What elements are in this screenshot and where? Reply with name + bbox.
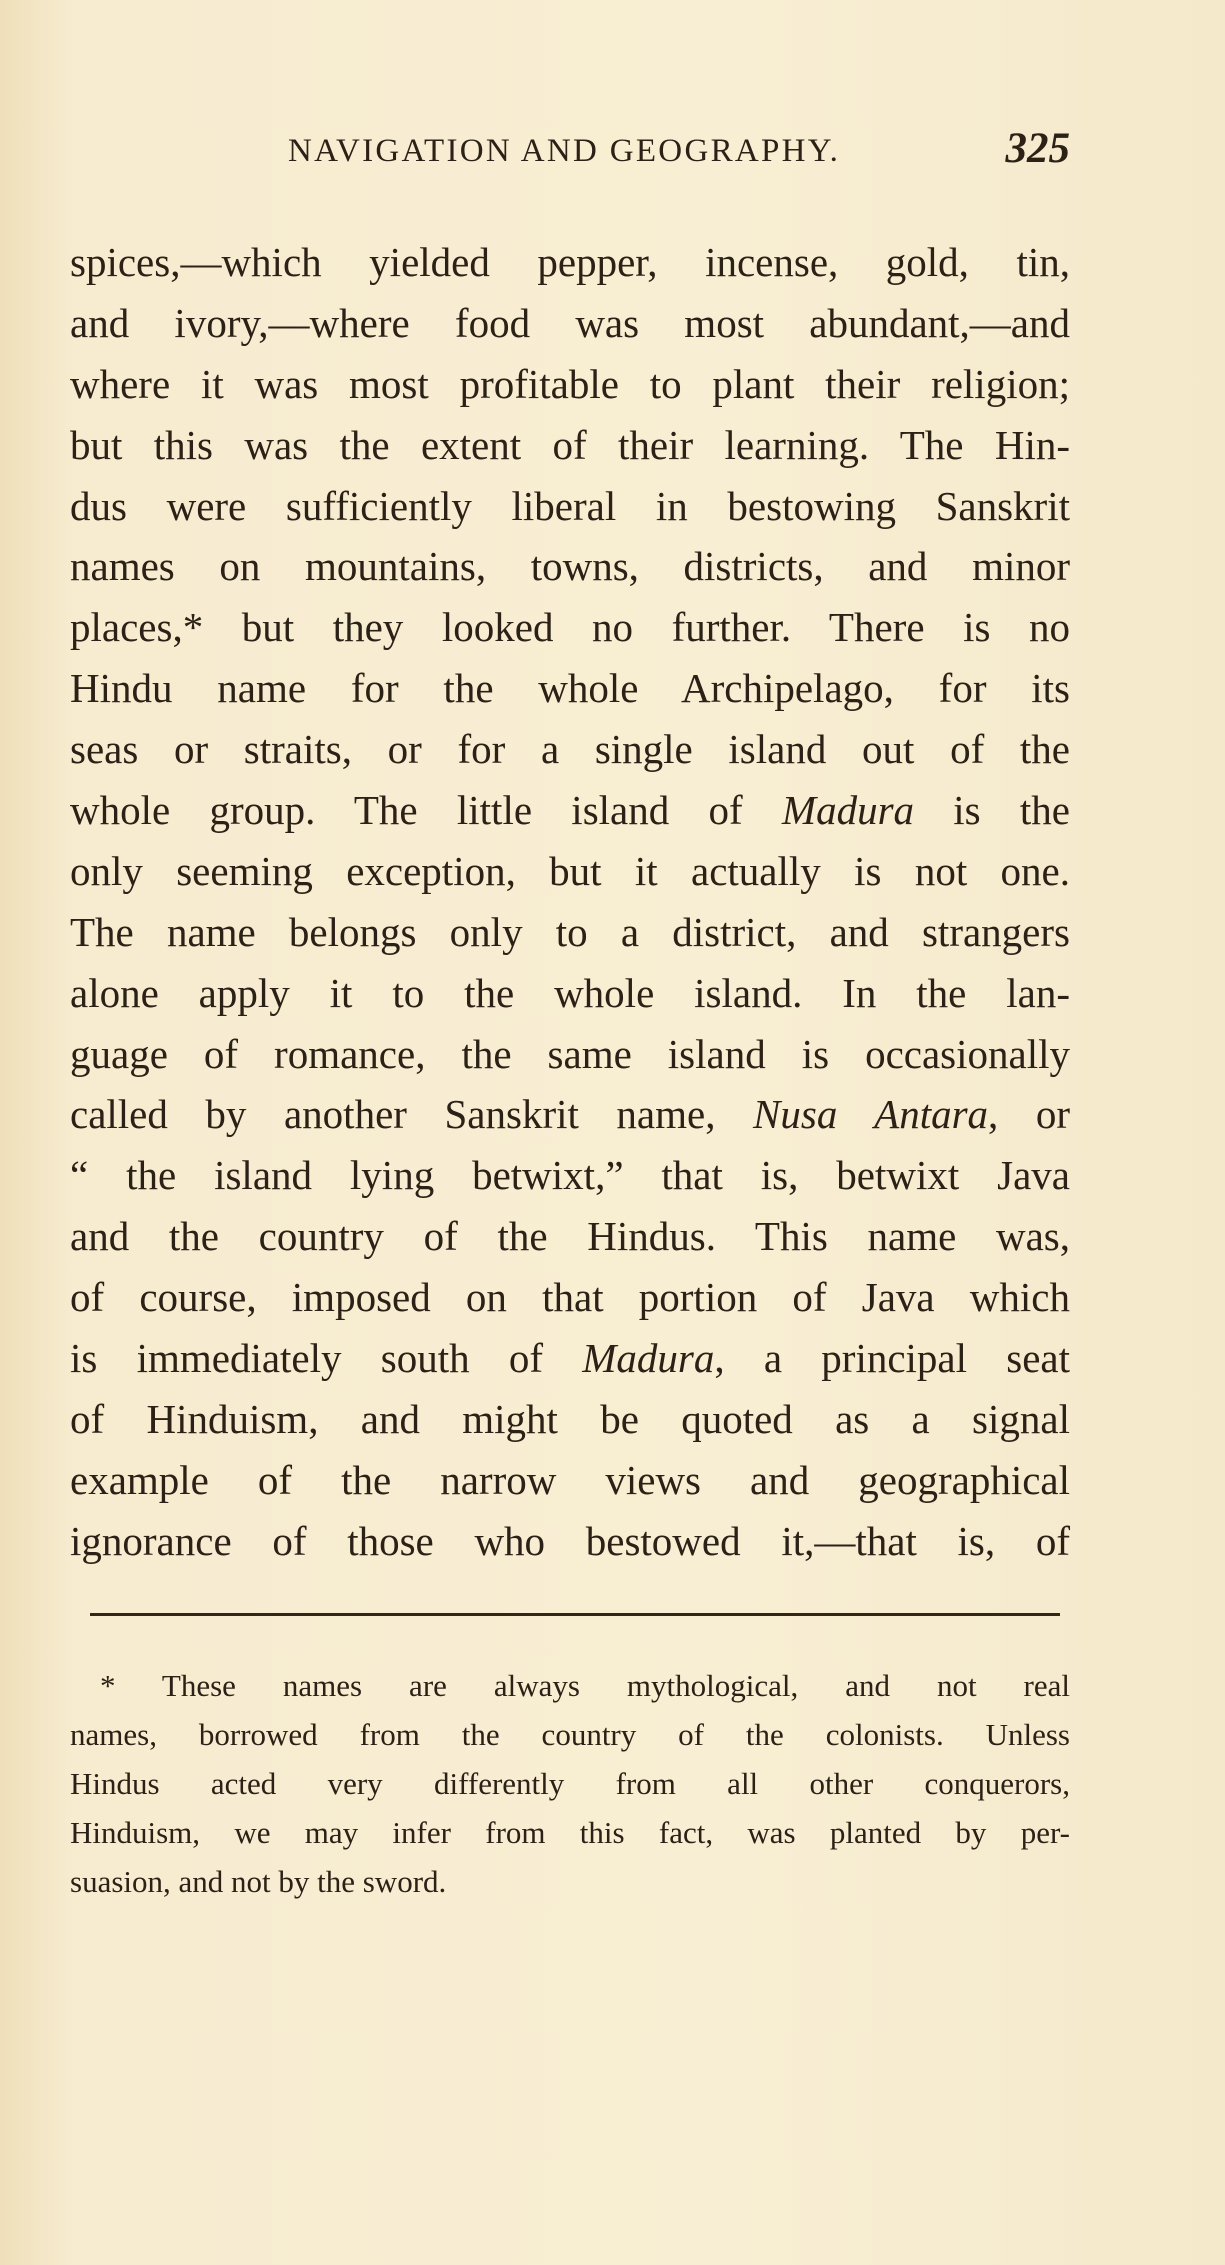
footnote-divider [90,1613,1060,1616]
body-text [70,232,1070,1572]
footnote-line: Hinduism, we may infer from this fact, was planted by per- [70,1815,1070,1850]
body-line: is immediately south of Madura, a principal seat [70,1335,1070,1382]
body-line: example of the narrow views and geographical [70,1456,1070,1503]
page-number: 325 [1005,125,1070,172]
body-line: Hindu name for the whole Archipelago, for its [70,665,1070,712]
body-line: whole group. The little island of Madura is the [70,787,1070,834]
body-line: but this was the extent of their learning. The Hin- [70,421,1070,468]
body-line: guage of romance, the same island is occasionally [70,1030,1070,1077]
body-line: The name belongs only to a district, and strangers [70,908,1070,955]
body-line: “ the island lying betwixt,” that is, betwixt Java [70,1152,1070,1199]
body-line: alone apply it to the whole island. In the lan- [70,969,1070,1016]
footnote-line: suasion, and not by the sword. [70,1864,447,1899]
footnotes [70,1661,1070,1906]
body-line: of course, imposed on that portion of Java which [70,1274,1070,1321]
body-line: names on mountains, towns, districts, and minor [70,543,1070,590]
running-header [70,125,1070,182]
body-line: of Hinduism, and might be quoted as a signal [70,1395,1070,1442]
running-title: NAVIGATION AND GEOGRAPHY. [288,133,841,169]
body-line: called by another Sanskrit name, Nusa Antara, or [70,1091,1071,1138]
footnote-line: names, borrowed from the country of the colonists. Unless [70,1717,1070,1752]
body-line: dus were sufficiently liberal in bestowing Sanskrit [70,482,1070,529]
body-line: places,* but they looked no further. There is no [70,604,1070,651]
footnote-line: * These names are always mythological, and not real [100,1668,1070,1703]
body-line: seas or straits, or for a single island out of the [70,726,1070,773]
body-line: and ivory,—where food was most abundant,—and [70,299,1070,346]
body-line: only seeming exception, but it actually is not one. [70,847,1070,894]
body-line: ignorance of those who bestowed it,—that is, of [70,1517,1070,1564]
body-line: where it was most profitable to plant their religion; [70,360,1070,407]
body-line: spices,—which yielded pepper, incense, gold, tin, [70,239,1070,285]
body-line: and the country of the Hindus. This name was, [70,1213,1070,1260]
footnote-line: Hindus acted very differently from all other conquerors, [70,1766,1070,1801]
